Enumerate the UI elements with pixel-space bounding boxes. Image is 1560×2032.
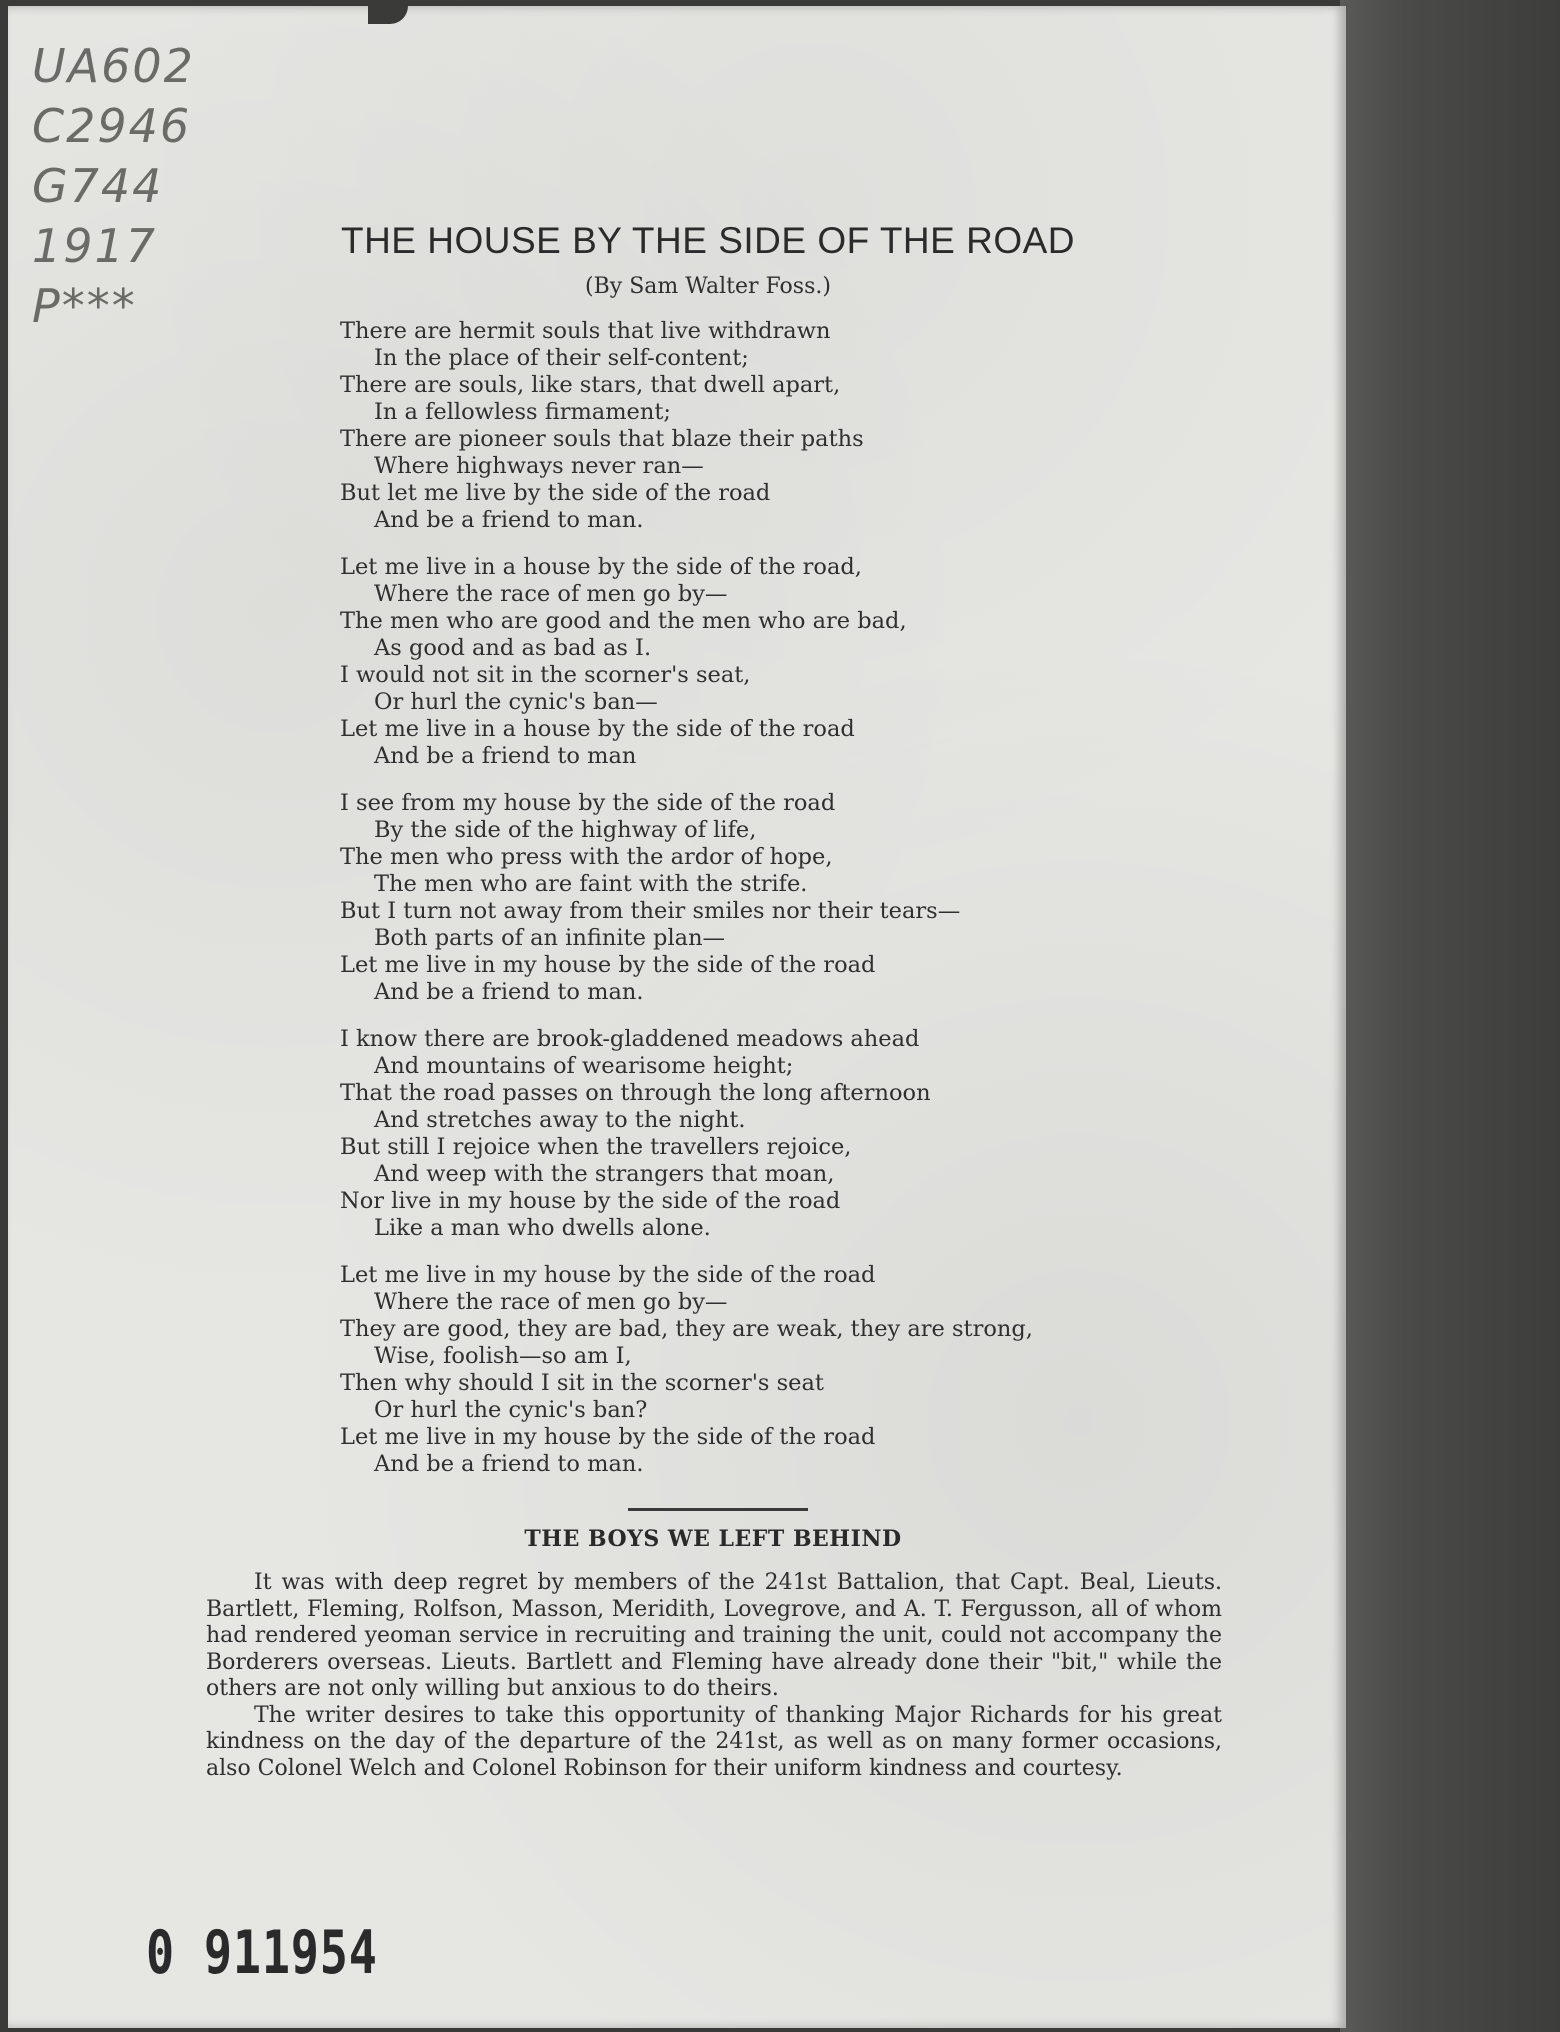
poem-line: The men who press with the ardor of hope, <box>340 844 833 870</box>
poem-line: And be a friend to man <box>374 743 637 769</box>
poem-line: There are souls, like stars, that dwell apart, <box>340 372 841 398</box>
poem-line: And be a friend to man. <box>374 1451 644 1477</box>
poem-line: Nor live in my house by the side of the road <box>340 1188 841 1214</box>
poem-line: Where the race of men go by— <box>374 581 728 607</box>
page-tear <box>368 6 408 24</box>
scanner-background <box>1340 0 1560 2032</box>
poem-stanza <box>340 790 1240 1006</box>
poem-title: THE HOUSE BY THE SIDE OF THE ROAD <box>340 220 1076 261</box>
poem-line: And be a friend to man. <box>374 507 644 533</box>
handwritten-line: C2946 <box>32 99 192 153</box>
poem-line: Wise, foolish—so am I, <box>374 1343 632 1369</box>
poem-line: Where the race of men go by— <box>374 1289 728 1315</box>
handwritten-line: 1917 <box>32 219 158 273</box>
poem-line: Let me live in a house by the side of the road <box>340 716 855 742</box>
poem-line: The men who are good and the men who are bad, <box>340 608 907 634</box>
poem-line: By the side of the highway of life, <box>374 817 757 843</box>
handwritten-line: UA602 <box>32 39 195 93</box>
poem-line: And weep with the strangers that moan, <box>374 1161 835 1187</box>
poem-stanza <box>340 318 1240 534</box>
poem-body <box>340 318 1240 1498</box>
poem-stanza <box>340 554 1240 770</box>
poem-line: Let me live in a house by the side of the road, <box>340 554 862 580</box>
poem-line: I would not sit in the scorner's seat, <box>340 662 751 688</box>
handwritten-line: P*** <box>32 279 137 333</box>
poem-line: Or hurl the cynic's ban? <box>374 1397 648 1423</box>
poem-line: But I turn not away from their smiles nor their tears— <box>340 898 961 924</box>
poem-line: There are pioneer souls that blaze their paths <box>340 426 864 452</box>
poem-line: And mountains of wearisome height; <box>374 1053 794 1079</box>
poem-stanza <box>340 1262 1240 1478</box>
article-body <box>206 1570 1222 1782</box>
stamped-number: 0 911954 <box>146 1918 378 1988</box>
poem-line: Let me live in my house by the side of the road <box>340 1262 876 1288</box>
poem-line: Where highways never ran— <box>374 453 704 479</box>
handwritten-call-number <box>32 36 195 336</box>
poem-line: There are hermit souls that live withdrawn <box>340 318 831 344</box>
section-divider <box>628 1508 808 1511</box>
poem-stanza <box>340 1026 1240 1242</box>
poem-line: And be a friend to man. <box>374 979 644 1005</box>
poem-line: That the road passes on through the long afternoon <box>340 1080 931 1106</box>
article-paragraph: The writer desires to take this opportunity of thanking Major Richards for his great kindness on the day of the departure of the 241st, as well as on many former occasions, also Colonel Welch and Colonel Robinson for their uniform kindness and courtesy. <box>206 1702 1222 1781</box>
poem-line: Like a man who dwells alone. <box>374 1215 711 1241</box>
poem-line: Or hurl the cynic's ban— <box>374 689 658 715</box>
poem-line: But still I rejoice when the travellers rejoice, <box>340 1134 852 1160</box>
handwritten-line: G744 <box>32 159 164 213</box>
article-heading: THE BOYS WE LEFT BEHIND <box>524 1526 902 1552</box>
poem-line: The men who are faint with the strife. <box>374 871 808 897</box>
poem-line: Let me live in my house by the side of the road <box>340 952 876 978</box>
poem-line: And stretches away to the night. <box>374 1107 746 1133</box>
poem-line: Let me live in my house by the side of the road <box>340 1424 876 1450</box>
poem-line: As good and as bad as I. <box>374 635 652 661</box>
poem-line: But let me live by the side of the road <box>340 480 771 506</box>
poem-line: I see from my house by the side of the road <box>340 790 836 816</box>
poem-line: They are good, they are bad, they are weak, they are strong, <box>340 1316 1033 1342</box>
poem-line: I know there are brook-gladdened meadows ahead <box>340 1026 920 1052</box>
poem-line: Both parts of an infinite plan— <box>374 925 726 951</box>
poem-byline: (By Sam Walter Foss.) <box>585 274 831 299</box>
poem-line: In a fellowless firmament; <box>374 399 671 425</box>
poem-line: In the place of their self-content; <box>374 345 749 371</box>
document-page <box>8 6 1346 2028</box>
poem-line: Then why should I sit in the scorner's seat <box>340 1370 824 1396</box>
article-paragraph: It was with deep regret by members of the 241st Battalion, that Capt. Beal, Lieuts. Bartlett, Fleming, Rolfson, Masson, Meridith, Lovegrove, and A. T. Fergusson, all of whom had rendered yeoman service in recruiting and training the unit, could not accompany the Borderers overseas. Lieuts. Bartlett and Fleming have already done their "bit," while the others are not only willing but anxious to do theirs. <box>206 1570 1222 1701</box>
